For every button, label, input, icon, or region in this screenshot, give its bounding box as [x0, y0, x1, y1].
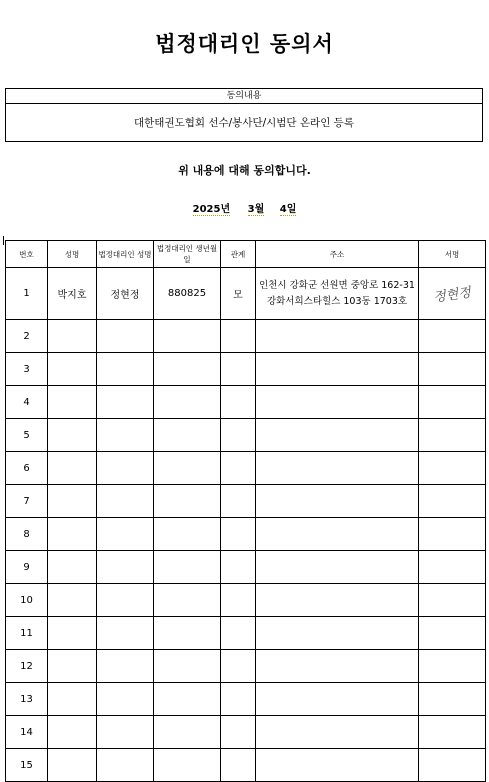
guardian-name-cell[interactable] — [97, 683, 154, 716]
address-cell[interactable] — [256, 452, 419, 485]
address-cell[interactable] — [256, 617, 419, 650]
signature-cell[interactable] — [419, 716, 486, 749]
table-row — [6, 617, 486, 650]
signature-cell[interactable] — [419, 551, 486, 584]
date-line — [0, 200, 489, 216]
name-cell[interactable] — [48, 353, 97, 386]
row-number-cell: 10 — [6, 584, 48, 617]
signature-cell[interactable] — [419, 749, 486, 782]
signature-cell[interactable] — [419, 320, 486, 353]
guardian-birth-cell[interactable]: 880825 — [154, 268, 221, 320]
consent-header: 동의내용 — [6, 89, 482, 104]
address-cell[interactable] — [256, 749, 419, 782]
guardian-name-cell[interactable] — [97, 320, 154, 353]
relation-cell[interactable] — [221, 716, 256, 749]
guardian-birth-cell[interactable] — [154, 716, 221, 749]
name-cell[interactable] — [48, 683, 97, 716]
row-number-cell: 15 — [6, 749, 48, 782]
name-cell[interactable] — [48, 617, 97, 650]
row-number-cell: 12 — [6, 650, 48, 683]
row-number-cell: 9 — [6, 551, 48, 584]
table-row — [6, 716, 486, 749]
header-address: 주소 — [256, 241, 419, 268]
header-number: 번호 — [6, 241, 48, 268]
date-day[interactable]: 4일 — [280, 200, 297, 216]
relation-cell[interactable] — [221, 650, 256, 683]
relation-cell[interactable] — [221, 353, 256, 386]
table-row — [6, 452, 486, 485]
row-number-cell: 13 — [6, 683, 48, 716]
name-cell[interactable] — [48, 452, 97, 485]
relation-cell[interactable] — [221, 551, 256, 584]
relation-cell[interactable] — [221, 386, 256, 419]
signature-cell[interactable] — [419, 419, 486, 452]
table-row — [6, 320, 486, 353]
guardian-name-cell[interactable] — [97, 650, 154, 683]
guardian-name-cell[interactable] — [97, 749, 154, 782]
address-cell[interactable] — [256, 650, 419, 683]
row-number-cell: 4 — [6, 386, 48, 419]
row-number-cell: 3 — [6, 353, 48, 386]
address-cell[interactable] — [256, 320, 419, 353]
signature-cell[interactable] — [419, 386, 486, 419]
address-cell[interactable] — [256, 485, 419, 518]
row-number-cell: 11 — [6, 617, 48, 650]
relation-cell[interactable] — [221, 683, 256, 716]
name-cell[interactable] — [48, 518, 97, 551]
name-cell[interactable] — [48, 584, 97, 617]
relation-cell[interactable] — [221, 320, 256, 353]
signature-cell[interactable] — [419, 353, 486, 386]
signature-cell[interactable] — [419, 268, 486, 320]
table-row — [6, 268, 486, 320]
name-cell[interactable] — [48, 650, 97, 683]
guardian-birth-cell[interactable] — [154, 452, 221, 485]
page-title: 법정대리인 동의서 — [155, 32, 334, 56]
table-row — [6, 650, 486, 683]
date-year[interactable]: 2025년 — [193, 200, 231, 216]
table-row — [6, 584, 486, 617]
consent-box — [5, 88, 483, 142]
header-guardian-birth: 법정대리인 생년월일 — [154, 241, 221, 268]
address-cell[interactable] — [256, 419, 419, 452]
relation-cell[interactable] — [221, 617, 256, 650]
relation-cell[interactable] — [221, 749, 256, 782]
relation-cell[interactable] — [221, 485, 256, 518]
guardian-name-cell[interactable] — [97, 353, 154, 386]
guardian-name-cell[interactable] — [97, 485, 154, 518]
name-cell[interactable]: 박지호 — [48, 268, 97, 320]
signature-cell[interactable] — [419, 452, 486, 485]
name-cell[interactable] — [48, 320, 97, 353]
name-cell[interactable] — [48, 749, 97, 782]
guardian-birth-cell[interactable] — [154, 749, 221, 782]
header-name: 성명 — [48, 241, 97, 268]
table-row — [6, 386, 486, 419]
guardian-birth-cell[interactable] — [154, 683, 221, 716]
row-number-cell: 2 — [6, 320, 48, 353]
header-relation: 관계 — [221, 241, 256, 268]
guardian-name-cell[interactable] — [97, 452, 154, 485]
guardian-birth-cell[interactable] — [154, 518, 221, 551]
text-cursor — [3, 236, 4, 245]
address-cell[interactable] — [256, 386, 419, 419]
relation-cell[interactable] — [221, 419, 256, 452]
guardian-name-cell[interactable] — [97, 617, 154, 650]
guardian-birth-cell[interactable] — [154, 485, 221, 518]
agreement-statement[interactable]: 위 내용에 대해 동의합니다. — [178, 164, 311, 177]
relation-cell[interactable] — [221, 518, 256, 551]
table-row — [6, 485, 486, 518]
row-number-cell: 14 — [6, 716, 48, 749]
name-cell[interactable] — [48, 485, 97, 518]
guardian-birth-cell[interactable] — [154, 650, 221, 683]
name-cell[interactable] — [48, 419, 97, 452]
header-signature: 서명 — [419, 241, 486, 268]
table-row — [6, 551, 486, 584]
relation-cell[interactable]: 모 — [221, 268, 256, 320]
guardian-birth-cell[interactable] — [154, 419, 221, 452]
table-header-row — [6, 241, 486, 268]
table-row — [6, 353, 486, 386]
relation-cell[interactable] — [221, 584, 256, 617]
table-row — [6, 683, 486, 716]
relation-cell[interactable] — [221, 452, 256, 485]
address-cell[interactable] — [256, 518, 419, 551]
row-number-cell: 6 — [6, 452, 48, 485]
table-row — [6, 749, 486, 782]
address-cell[interactable] — [256, 353, 419, 386]
name-cell[interactable] — [48, 386, 97, 419]
row-number-cell: 1 — [6, 268, 48, 320]
guardian-birth-cell[interactable] — [154, 353, 221, 386]
address-cell[interactable] — [256, 716, 419, 749]
name-cell[interactable] — [48, 716, 97, 749]
guardian-name-cell[interactable] — [97, 551, 154, 584]
consent-body[interactable]: 대한태권도협회 선수/봉사단/시범단 온라인 등록 — [134, 117, 354, 129]
signature-mark: 정현정 — [432, 285, 472, 306]
header-guardian-name: 법정대리인 성명 — [97, 241, 154, 268]
row-number-cell: 5 — [6, 419, 48, 452]
row-number-cell: 7 — [6, 485, 48, 518]
guardian-birth-cell[interactable] — [154, 320, 221, 353]
guardian-name-cell[interactable]: 정현정 — [97, 268, 154, 320]
table-row — [6, 419, 486, 452]
guardian-birth-cell[interactable] — [154, 617, 221, 650]
guardian-table — [5, 240, 486, 782]
address-cell[interactable] — [256, 551, 419, 584]
signature-cell[interactable] — [419, 683, 486, 716]
guardian-name-cell[interactable] — [97, 419, 154, 452]
table-row — [6, 518, 486, 551]
guardian-birth-cell[interactable] — [154, 386, 221, 419]
guardian-name-cell[interactable] — [97, 584, 154, 617]
guardian-name-cell[interactable] — [97, 518, 154, 551]
guardian-name-cell[interactable] — [97, 386, 154, 419]
date-month[interactable]: 3월 — [248, 200, 265, 216]
guardian-name-cell[interactable] — [97, 716, 154, 749]
row-number-cell: 8 — [6, 518, 48, 551]
address-cell[interactable] — [256, 683, 419, 716]
address-cell[interactable]: 인천시 강화군 선원면 중앙로 162-31 강화서희스타힐스 103동 1703호 — [256, 268, 419, 320]
signature-cell[interactable] — [419, 584, 486, 617]
signature-cell[interactable] — [419, 617, 486, 650]
name-cell[interactable] — [48, 551, 97, 584]
guardian-birth-cell[interactable] — [154, 584, 221, 617]
signature-cell[interactable] — [419, 518, 486, 551]
guardian-birth-cell[interactable] — [154, 551, 221, 584]
address-cell[interactable] — [256, 584, 419, 617]
signature-cell[interactable] — [419, 485, 486, 518]
signature-cell[interactable] — [419, 650, 486, 683]
